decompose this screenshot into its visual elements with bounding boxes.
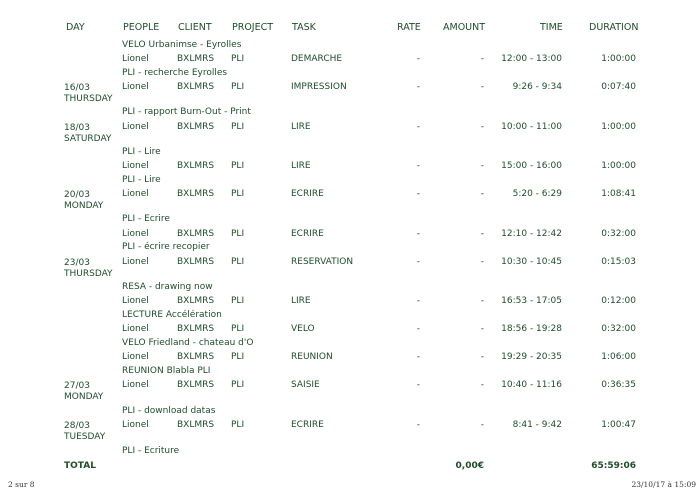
time-cell: 16:53 - 17:05 — [501, 296, 562, 306]
task-cell: LIRE — [291, 122, 311, 132]
client-cell: BXLMRS — [177, 380, 215, 390]
day-date: 18/03 — [64, 123, 90, 133]
rate-cell: - — [416, 296, 420, 306]
duration-cell: 1:00:00 — [601, 54, 636, 64]
header-rate: RATE — [397, 22, 421, 33]
task-cell: ECRIRE — [291, 229, 324, 239]
task-cell: LIRE — [291, 296, 311, 306]
people-cell: Lionel — [122, 380, 149, 390]
duration-cell: 1:00:00 — [601, 161, 636, 171]
rate-cell: - — [416, 122, 420, 132]
header-amount: AMOUNT — [443, 22, 486, 33]
day-name: MONDAY — [64, 391, 104, 402]
time-cell: 15:00 - 16:00 — [501, 161, 562, 171]
client-cell: BXLMRS — [177, 257, 215, 267]
day-cell — [64, 258, 113, 279]
rate-cell: - — [416, 257, 420, 267]
duration-cell: 0:12:00 — [601, 296, 636, 306]
project-cell: PLI — [231, 189, 245, 199]
client-cell: BXLMRS — [177, 324, 215, 334]
total-duration: 65:59:06 — [591, 461, 636, 471]
duration-cell: 0:36:35 — [601, 380, 636, 390]
header-task: TASK — [292, 22, 316, 33]
task-cell: LIRE — [291, 161, 311, 171]
entry-description: VELO Urbanimse - Eyrolles — [122, 40, 242, 50]
time-cell: 19:29 - 20:35 — [501, 352, 562, 362]
project-cell: PLI — [231, 54, 245, 64]
time-cell: 5:20 - 6:29 — [512, 189, 562, 199]
rate-cell: - — [416, 420, 420, 430]
amount-cell: - — [480, 296, 484, 306]
rate-cell: - — [416, 189, 420, 199]
day-date: 23/03 — [64, 258, 90, 268]
client-cell: BXLMRS — [177, 189, 215, 199]
people-cell: Lionel — [122, 189, 149, 199]
day-date: 20/03 — [64, 190, 90, 200]
rate-cell: - — [416, 352, 420, 362]
rate-cell: - — [416, 82, 420, 92]
amount-cell: - — [480, 352, 484, 362]
duration-cell: 1:08:41 — [601, 189, 636, 199]
entry-description: VELO Friedland - chateau d'O — [122, 338, 254, 348]
client-cell: BXLMRS — [177, 420, 215, 430]
amount-cell: - — [480, 189, 484, 199]
time-cell: 9:26 - 9:34 — [512, 82, 562, 92]
duration-cell: 0:07:40 — [601, 82, 636, 92]
day-name: THURSDAY — [64, 93, 113, 104]
day-cell — [64, 83, 113, 104]
entry-description: PLI - Lire — [122, 147, 161, 157]
day-cell — [64, 381, 103, 402]
entry-description: LECTURE Accélération — [122, 310, 222, 320]
project-cell: PLI — [231, 420, 245, 430]
client-cell: BXLMRS — [177, 229, 215, 239]
rate-cell: - — [416, 54, 420, 64]
people-cell: Lionel — [122, 54, 149, 64]
day-name: MONDAY — [64, 200, 104, 211]
entry-description: RESA - drawing now — [122, 282, 213, 292]
project-cell: PLI — [231, 296, 245, 306]
task-cell: RESERVATION — [291, 257, 354, 267]
time-cell: 18:56 - 19:28 — [501, 324, 562, 334]
project-cell: PLI — [231, 324, 245, 334]
day-date: 16/03 — [64, 83, 90, 93]
entry-description: REUNION Blabla PLI — [122, 366, 211, 376]
task-cell: VELO — [291, 324, 315, 334]
entry-description: PLI - rapport Burn-Out - Print — [122, 107, 251, 117]
project-cell: PLI — [231, 82, 245, 92]
people-cell: Lionel — [122, 257, 149, 267]
rate-cell: - — [416, 380, 420, 390]
task-cell: ECRIRE — [291, 189, 324, 199]
project-cell: PLI — [231, 352, 245, 362]
entry-description: PLI - Lire — [122, 175, 161, 185]
header-day: DAY — [66, 22, 85, 33]
amount-cell: - — [480, 54, 484, 64]
duration-cell: 1:00:00 — [601, 122, 636, 132]
client-cell: BXLMRS — [177, 296, 215, 306]
people-cell: Lionel — [122, 82, 149, 92]
day-name: TUESDAY — [64, 431, 106, 442]
day-date: 28/03 — [64, 421, 90, 431]
client-cell: BXLMRS — [177, 122, 215, 132]
people-cell: Lionel — [122, 352, 149, 362]
day-cell — [64, 421, 105, 442]
header-duration: DURATION — [589, 22, 639, 33]
rate-cell: - — [416, 229, 420, 239]
amount-cell: - — [480, 324, 484, 334]
time-cell: 12:00 - 13:00 — [501, 54, 562, 64]
header-time: TIME — [540, 22, 563, 33]
duration-cell: 0:32:00 — [601, 324, 636, 334]
duration-cell: 1:06:00 — [601, 352, 636, 362]
day-cell — [64, 190, 103, 211]
people-cell: Lionel — [122, 229, 149, 239]
entry-description: PLI - recherche Eyrolles — [122, 68, 228, 78]
entry-description: PLI - Ecrire — [122, 214, 170, 224]
client-cell: BXLMRS — [177, 82, 215, 92]
amount-cell: - — [480, 257, 484, 267]
amount-cell: - — [480, 161, 484, 171]
project-cell: PLI — [231, 257, 245, 267]
project-cell: PLI — [231, 229, 245, 239]
people-cell: Lionel — [122, 324, 149, 334]
amount-cell: - — [480, 82, 484, 92]
people-cell: Lionel — [122, 161, 149, 171]
time-cell: 10:00 - 11:00 — [501, 122, 562, 132]
time-cell: 12:10 - 12:42 — [501, 229, 562, 239]
amount-cell: - — [480, 420, 484, 430]
amount-cell: - — [480, 122, 484, 132]
day-name: THURSDAY — [64, 268, 113, 279]
header-client: CLIENT — [178, 22, 212, 33]
people-cell: Lionel — [122, 420, 149, 430]
amount-cell: - — [480, 380, 484, 390]
day-name: SATURDAY — [64, 133, 112, 144]
total-amount: 0,00€ — [455, 461, 484, 471]
print-date: 23/10/17 à 15:09 — [631, 480, 696, 489]
page-number: 2 sur 8 — [8, 480, 35, 489]
time-cell: 10:30 - 10:45 — [501, 257, 562, 267]
client-cell: BXLMRS — [177, 161, 215, 171]
task-cell: IMPRESSION — [291, 82, 347, 92]
day-cell — [64, 123, 111, 144]
task-cell: REUNION — [291, 352, 333, 362]
duration-cell: 0:32:00 — [601, 229, 636, 239]
people-cell: Lionel — [122, 296, 149, 306]
task-cell: DEMARCHE — [291, 54, 343, 64]
day-date: 27/03 — [64, 381, 90, 391]
client-cell: BXLMRS — [177, 54, 215, 64]
duration-cell: 0:15:03 — [601, 257, 636, 267]
task-cell: SAISIE — [291, 380, 320, 390]
project-cell: PLI — [231, 380, 245, 390]
entry-description: PLI - écrire recopier — [122, 242, 210, 252]
entry-description: PLI - Ecriture — [122, 446, 180, 456]
header-project: PROJECT — [232, 22, 274, 33]
duration-cell: 1:00:47 — [601, 420, 636, 430]
project-cell: PLI — [231, 161, 245, 171]
time-cell: 10:40 - 11:16 — [501, 380, 562, 390]
time-cell: 8:41 - 9:42 — [512, 420, 562, 430]
client-cell: BXLMRS — [177, 352, 215, 362]
project-cell: PLI — [231, 122, 245, 132]
amount-cell: - — [480, 229, 484, 239]
entry-description: PLI - download datas — [122, 406, 216, 416]
rate-cell: - — [416, 161, 420, 171]
task-cell: ECRIRE — [291, 420, 324, 430]
people-cell: Lionel — [122, 122, 149, 132]
total-label: TOTAL — [64, 461, 96, 471]
rate-cell: - — [416, 324, 420, 334]
header-people: PEOPLE — [123, 22, 160, 33]
